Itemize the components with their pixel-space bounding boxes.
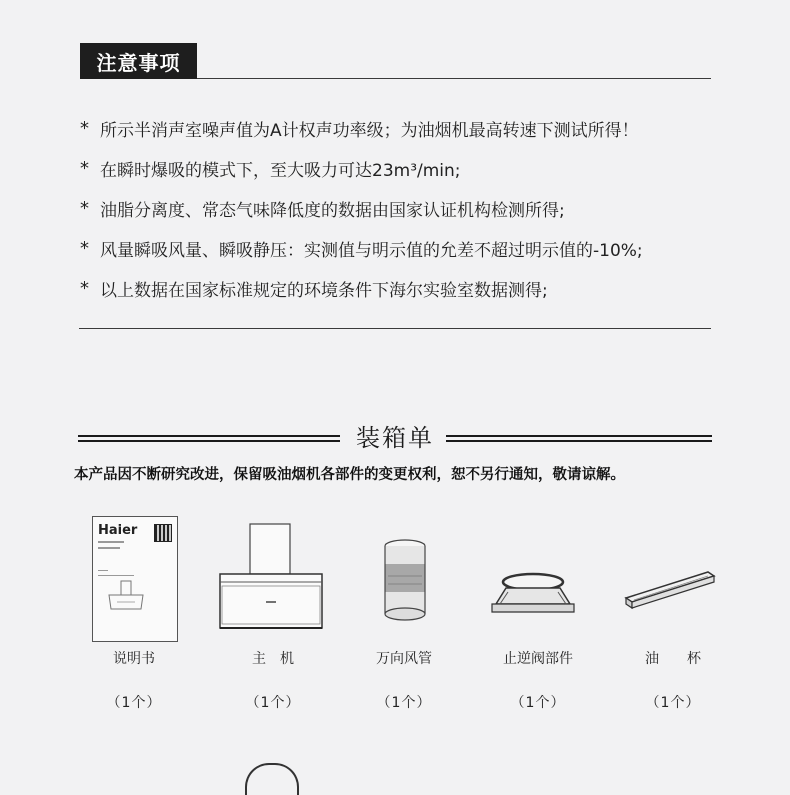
item-name: 说明书 <box>113 651 155 667</box>
oil-cup-icon <box>620 566 720 616</box>
check-valve-icon <box>488 570 578 620</box>
item-qty: （1个） <box>645 695 701 711</box>
item-name: 主 机 <box>252 651 294 667</box>
notice-item-text: 所示半消声室噪声值为A计权声功率级；为油烟机最高转速下测试所得！ <box>100 120 639 141</box>
manual-icon <box>92 516 178 642</box>
item-name: 万向风管 <box>376 651 432 667</box>
notice-item-text: 油脂分离度、常态气味降低度的数据由国家认证机构检测所得; <box>100 200 565 221</box>
bullet-star: * <box>80 237 89 259</box>
manual-brand-logo: Haier <box>98 523 138 538</box>
notice-item-text: 在瞬时爆吸的模式下，至大吸力可达23m³/min; <box>100 160 461 181</box>
notice-item-text: 以上数据在国家标准规定的环境条件下海尔实验室数据测得; <box>100 280 548 301</box>
item-qty: （1个） <box>376 695 432 711</box>
notice-item <box>80 228 720 268</box>
packing-title: 装箱单 <box>356 424 434 452</box>
notice-top-rule <box>197 78 711 79</box>
notice-item <box>80 188 720 228</box>
packing-title-rule-right <box>446 435 712 442</box>
manual-text-line <box>98 575 134 576</box>
notice-bottom-rule <box>79 328 711 329</box>
bullet-star: * <box>80 197 89 219</box>
notice-list <box>80 108 720 308</box>
notice-item <box>80 108 720 148</box>
item-qty: （1个） <box>106 695 162 711</box>
item-name: 止逆阀部件 <box>503 651 573 667</box>
notice-item <box>80 268 720 308</box>
bullet-star: * <box>80 117 89 139</box>
manual-text-line <box>98 570 108 571</box>
manual-hood-illustration <box>101 579 151 619</box>
notice-item <box>80 148 720 188</box>
bullet-star: * <box>80 277 89 299</box>
notice-item-text: 风量瞬吸风量、瞬吸静压：实测值与明示值的允差不超过明示值的-10%; <box>100 240 643 261</box>
range-hood-icon <box>216 522 326 632</box>
bullet-star: * <box>80 157 89 179</box>
item-qty: （1个） <box>245 695 301 711</box>
manual-text-line <box>98 541 124 543</box>
item-qty: （1个） <box>510 695 566 711</box>
qr-code-icon <box>154 524 172 542</box>
duct-pipe-icon <box>380 536 430 626</box>
partial-illustration-icon <box>245 763 299 795</box>
packing-disclaimer: 本产品因不断研究改进，保留吸油烟机各部件的变更权利，恕不另行通知，敬请谅解。 <box>74 467 625 483</box>
item-name: 油 杯 <box>645 651 701 667</box>
packing-title-rule-left <box>78 435 340 442</box>
manual-text-line <box>98 547 120 549</box>
notice-title: 注意事项 <box>80 43 197 79</box>
